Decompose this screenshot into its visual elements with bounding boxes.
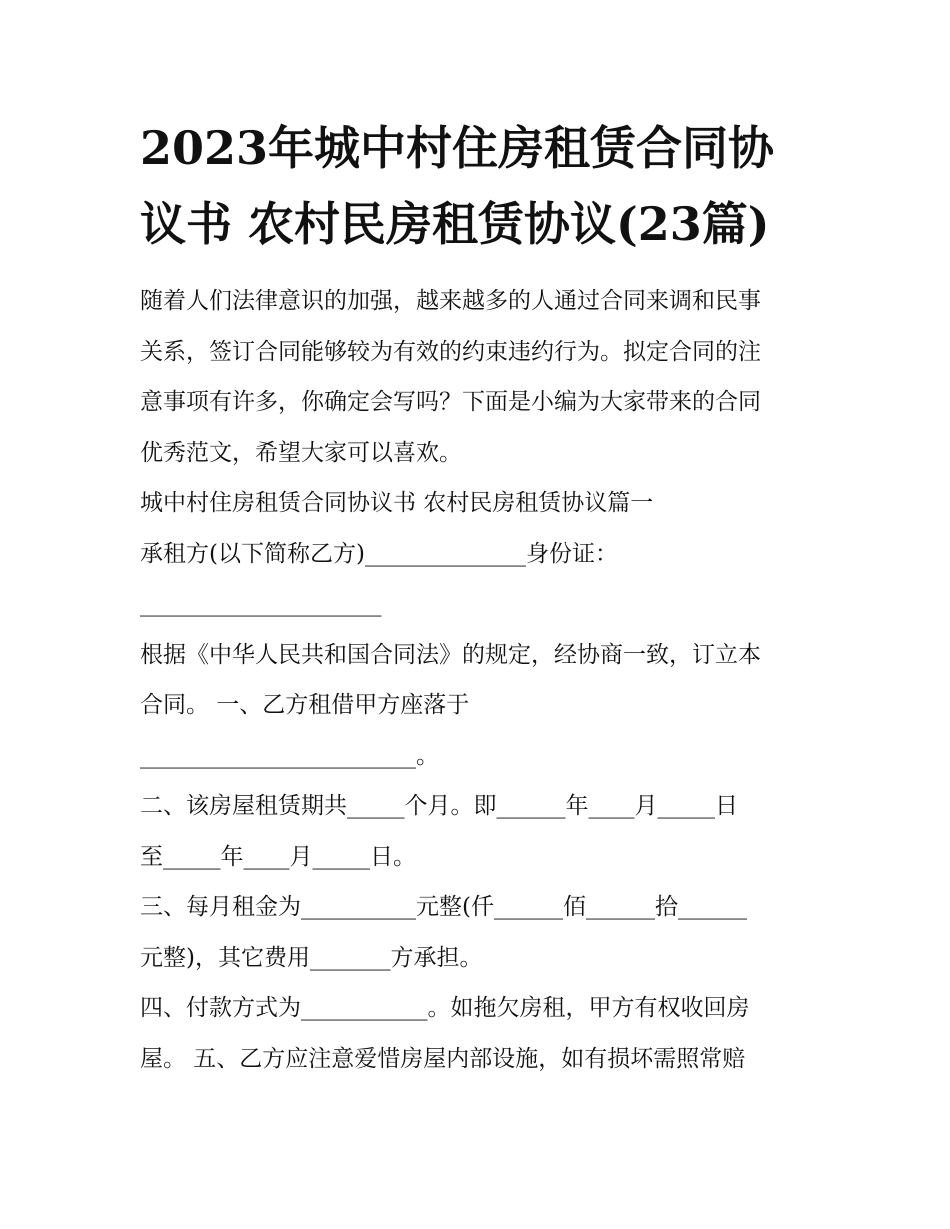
tenant-line: 承租方(以下简称乙方)______________身份证： [140,540,618,567]
section-heading: 城中村住房租赁合同协议书 农村民房租赁协议篇一 [140,490,654,516]
clause-4-line-2: 屋。 五、乙方应注意爱惜房屋内部设施，如有损坏需照常赔 [140,1045,746,1072]
clause-basis-line-2: 合同。 一、乙方租借甲方座落于 [140,692,470,718]
clause-2-line-2: 至_____年____月_____日。 [140,843,416,870]
title-line-2: 议书 农村民房租赁协议(23篇) [140,197,770,251]
clause-3-line-1: 三、每月租金为__________元整(仟______佰______拾______ [140,894,747,920]
title-line-1: 2023年城中村住房租赁合同协 [140,121,775,175]
document-body [140,276,830,1084]
clause-basis-line-1: 根据《中华人民共和国合同法》的规定，经协商一致，订立本 [140,641,761,668]
intro-line-2: 关系，签订合同能够较为有效的约束违约行为。拟定合同的注 [140,338,761,365]
intro-line-1: 随着人们法律意识的加强，越来越多的人通过合同来调和民事 [140,288,761,314]
clause-2-line-1: 二、该房屋租赁期共_____个月。即______年____月_____日 [140,793,738,819]
document-title [140,110,820,262]
intro-line-4: 优秀范文，希望大家可以喜欢。 [140,439,462,466]
clause-3-line-2: 元整)，其它费用_______方承担。 [140,944,483,971]
address-blank-line: ________________________。 [140,742,439,769]
id-blank-line: _____________________ [140,591,382,617]
intro-line-3: 意事项有许多，你确定会写吗？下面是小编为大家带来的合同 [140,389,761,415]
clause-4-line-1: 四、付款方式为___________。如拖欠房租，甲方有权收回房 [140,995,750,1021]
